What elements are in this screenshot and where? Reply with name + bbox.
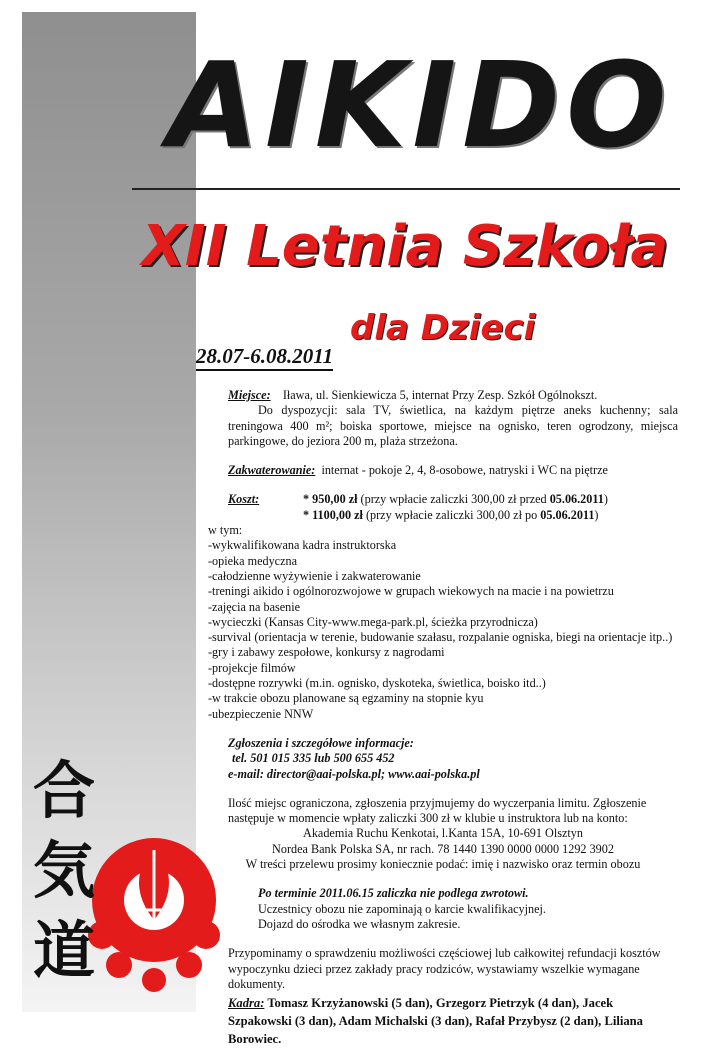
travel-note: Dojazd do ośrodka we własnym zakresie. [258,916,461,931]
kanji-do: 道 [32,914,96,987]
card-note: Uczestnicy obozu nie zapominają o karcie kwalifikacyjnej. [258,901,546,916]
contact-phone: tel. 501 015 335 lub 500 655 452 [232,751,395,766]
list-item: -wykwalifikowana kadra instruktorska [208,538,397,553]
kanji-ai: 合 [32,754,96,827]
list-item: -projekcje filmów [208,660,296,675]
cost-note-2: (przy wpłacie zaliczki 300,00 zł po [365,507,538,522]
kanji-ki: 気 [32,834,96,907]
place-text: Iława, ul. Sienkiewicza 5, internat Przy Zesp. Szkół Ogólnokszt. [282,388,598,402]
facilities-text: Do dyspozycji: sala TV, świetlica, na każdym piętrze aneks kuchenny; sala treningowa 400 m²; boiska sportowe, miejsce na ognisko, teren ogrodzony, miejsca parkingowe, do jeziora 200 m, plaża strzeżona. [228,403,678,448]
cost-date-1: 05.06.2011 [549,492,604,507]
list-item: -treningi aikido i ogólnorozwojowe w grupach wiekowych na macie i na powietrzu [208,584,614,599]
list-item: -gry i zabawy zespołowe, konkursy z nagrodami [208,645,445,660]
page-title: AIKIDO [167,36,673,174]
accommodation-label: Zakwaterowanie: [228,463,316,478]
kadra-text: Tomasz Krzyżanowski (5 dan), Grzegorz Pietrzyk (4 dan), Jacek Szpakowski (3 dan), Adam Michalski (3 dan), Rafał Przybysz (2 dan), Liliana Borowiec. [228,996,643,1047]
deadline-note: Po terminie 2011.06.15 zaliczka nie podlega zwrotowi. [258,886,529,901]
bank-account-holder: Akademia Ruchu Kenkotai, l.Kanta 15A, 10-691 Olsztyn [303,826,583,841]
cost-row-1: Koszt: * 950,00 zł (przy wpłacie zaliczki 300,00 zł przed 05.06.2011) [228,492,608,507]
payment-text: Ilość miejsc ograniczona, zgłoszenia przyjmujemy do wyczerpania limitu. Zgłoszenie następuje w momencie wpłaty zaliczki 300 zł w klubie u instruktora lub na konto: [228,795,647,826]
includes-intro: w tym: [208,523,243,538]
list-item: -survival (orientacja w terenie, budowanie szałasu, rozpalanie ogniska, biegi na orientacje itp..) [208,630,673,645]
list-item: -ubezpieczenie NNW [208,706,314,721]
cost-note-1: (przy wpłacie zaliczki 300,00 zł przed [360,492,547,507]
contact-heading: Zgłoszenia i szczegółowe informacje: [228,735,414,750]
camp-dates: 28.07-6.08.2011 [196,344,333,371]
includes-list [208,523,678,722]
list-item: -zajęcia na basenie [208,599,301,614]
aikido-kanji-crest-icon [24,750,234,1012]
place-label: Miejsce: [228,388,271,402]
camp-subtitle: XII Letnia Szkoła [141,214,669,279]
cost-price-1: * 950,00 zł [303,492,358,507]
list-item: -całodzienne wyżywienie i zakwaterowanie [208,568,421,583]
list-item: -wycieczki (Kansas City-www.mega-park.pl, ścieżka przyrodnicza) [208,614,538,629]
cost-label: Koszt: [228,492,260,507]
flyer-content [208,388,678,1048]
kadra-line [208,994,678,1048]
title-divider [132,188,680,190]
refund-note: Przypominamy o sprawdzeniu możliwości częściowej lub całkowitej refundacji kosztów wypoczynku dzieci przez zakłady pracy rodziców, wystawiamy wszelkie wymagane dokumenty. [228,946,661,991]
list-item: -w trakcie obozu planowane są egzaminy na stopnie kyu [208,691,484,706]
bank-account-number: Nordea Bank Polska SA, nr rach. 78 1440 1390 0000 0000 1292 3902 [272,841,614,856]
place-line [208,388,678,403]
transfer-instructions: W treści przelewu prosimy koniecznie podać: imię i nazwisko oraz termin obozu [245,857,641,872]
camp-audience: dla Dzieci [350,308,536,348]
cost-row-2: * 1100,00 zł (przy wpłacie zaliczki 300,00 zł po 05.06.2011) [303,507,599,522]
contact-email: e-mail: director@aai-polska.pl; www.aai-polska.pl [228,766,480,781]
accommodation-line [208,463,678,478]
red-crest [88,838,220,992]
accommodation-text: internat - pokoje 2, 4, 8-osobowe, natryski i WC na piętrze [321,463,608,478]
cost-date-2: 05.06.2011 [540,507,595,522]
kadra-label: Kadra: [228,996,265,1011]
list-item: -dostępne rozrywki (m.in. ognisko, dyskoteka, świetlica, boisko itd..) [208,676,546,691]
cost-price-2: * 1100,00 zł [303,507,363,522]
list-item: -opieka medyczna [208,553,297,568]
